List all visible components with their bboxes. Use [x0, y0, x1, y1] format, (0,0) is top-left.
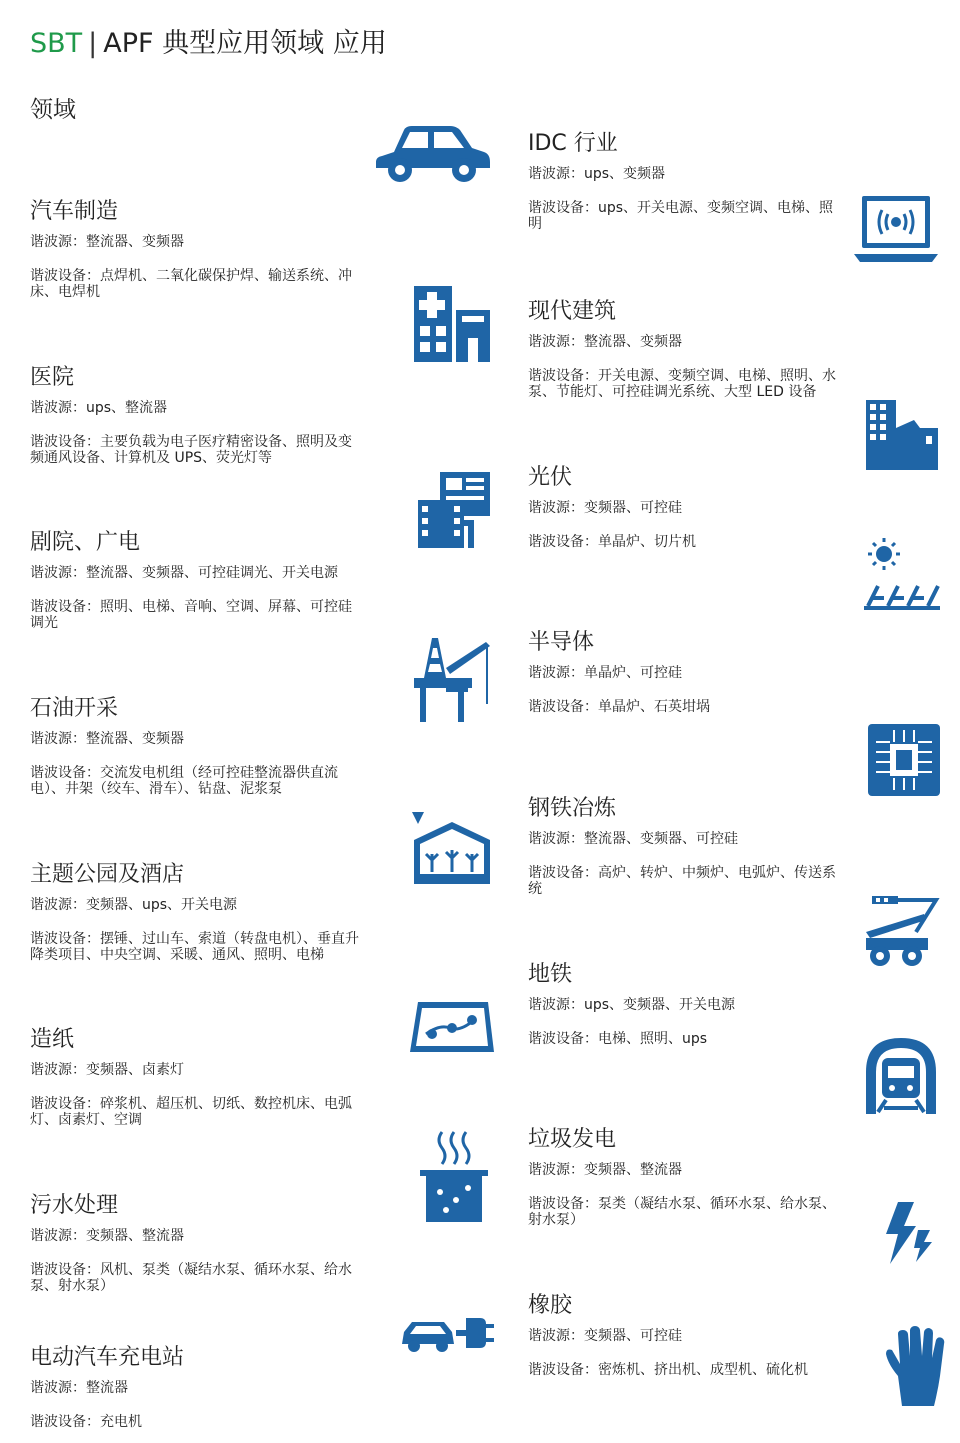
entry-equipment: 谐波设备：单晶炉、切片机 [528, 534, 696, 550]
entry-equipment: 谐波设备：交流发电机组（经可控硅整流器供直流电）、井架（绞车、滑车）、钻盘、泥浆泵 [30, 765, 338, 797]
entry-ev-charging-station [30, 1340, 360, 1430]
entry-equipment: 谐波设备：主要负载为电子医疗精密设备、照明及变频通风设备、计算机及 UPS、荧光灯等 [30, 434, 352, 466]
entry-source: 谐波源：单晶炉、可控硅 [528, 665, 682, 681]
entry-source: 谐波源：变频器、ups、开关电源 [30, 897, 238, 913]
entry-title: 光伏 [528, 465, 573, 490]
entry-waste-power [528, 1122, 838, 1228]
city-building-icon [864, 398, 940, 472]
entry-title: 污水处理 [30, 1193, 119, 1218]
entry-metro [528, 957, 838, 1047]
entry-title: 电动汽车充电站 [30, 1345, 185, 1370]
page-header [30, 30, 387, 57]
greenhouse-icon [410, 810, 494, 888]
entry-auto-manufacturing [30, 194, 360, 300]
entry-equipment: 谐波设备：泵类（凝结水泵、循环水泵、给水泵、射水泵） [528, 1196, 836, 1228]
entry-equipment: 谐波设备：密炼机、挤出机、成型机、硫化机 [528, 1362, 808, 1378]
entry-sewage-treatment [30, 1188, 360, 1294]
entry-title: 垃圾发电 [528, 1127, 617, 1152]
entry-source: 谐波源：变频器、可控硅 [528, 1328, 682, 1344]
entry-source: 谐波源：ups、整流器 [30, 400, 168, 416]
entry-semiconductor [528, 625, 838, 715]
brand-logo-text: SBT [30, 28, 83, 59]
entry-source: 谐波源：整流器、变频器 [30, 731, 184, 747]
lightning-icon [878, 1200, 936, 1266]
entry-title: 剧院、广电 [30, 530, 141, 555]
entry-title: 地铁 [528, 962, 573, 987]
entry-equipment: 谐波设备：ups、开关电源、变频空调、电梯、照明 [528, 200, 834, 232]
entry-source: 谐波源：变频器、卤素灯 [30, 1062, 184, 1078]
hospital-icon [410, 282, 494, 366]
entry-idc-industry [528, 126, 838, 232]
entry-source: 谐波源：变频器、整流器 [30, 1228, 184, 1244]
boiling-tank-icon [416, 1128, 492, 1224]
entry-equipment: 谐波设备：照明、电梯、音响、空调、屏幕、可控硅调光 [30, 599, 352, 631]
entry-rubber [528, 1288, 838, 1378]
entry-title: 钢铁冶炼 [528, 796, 617, 821]
entry-theme-park-hotel [30, 857, 360, 963]
entry-equipment: 谐波设备：摆锤、过山车、索道（转盘电机）、垂直升降类项目、中央空调、采暖、通风、照明、电梯 [30, 931, 359, 963]
paper-icon [408, 998, 496, 1058]
entry-title: 橡胶 [528, 1293, 573, 1318]
chip-icon [866, 722, 942, 798]
entry-source: 谐波源：整流器 [30, 1380, 128, 1396]
entry-source: 谐波源：ups、变频器、开关电源 [528, 997, 736, 1013]
entry-theater-broadcast [30, 525, 360, 631]
entry-source: 谐波源：整流器、变频器 [528, 334, 682, 350]
entry-equipment: 谐波设备：高炉、转炉、中频炉、电弧炉、传送系统 [528, 865, 836, 897]
laptop-wifi-icon [854, 192, 938, 276]
glove-icon [882, 1324, 948, 1408]
entry-photovoltaic [528, 460, 838, 550]
entry-equipment: 谐波设备：碎浆机、超压机、切纸、数控机床、电弧灯、卤素灯、空调 [30, 1096, 352, 1128]
entry-equipment: 谐波设备：风机、泵类（凝结水泵、循环水泵、给水泵、射水泵） [30, 1262, 352, 1294]
entry-equipment: 谐波设备：电梯、照明、ups [528, 1031, 708, 1047]
entry-papermaking [30, 1022, 360, 1128]
solar-icon [862, 536, 942, 616]
entry-source: 谐波源：变频器、可控硅 [528, 500, 682, 516]
entry-equipment: 谐波设备：开关电源、变频空调、电梯、照明、水泵、节能灯、可控硅调光系统、大型 LED 设备 [528, 368, 836, 400]
entry-title: 石油开采 [30, 696, 119, 721]
page-title: APF 典型应用领域 应用 [103, 28, 387, 59]
entry-title: 半导体 [528, 630, 595, 655]
page-subtitle: 领域 [30, 97, 76, 123]
crane-truck-icon [862, 892, 942, 972]
oil-rig-icon [410, 634, 494, 724]
entry-title: 主题公园及酒店 [30, 862, 185, 887]
entry-hospital [30, 360, 360, 466]
entry-oil-extraction [30, 691, 360, 797]
entry-title: 医院 [30, 365, 75, 390]
entry-title: 汽车制造 [30, 199, 119, 224]
entry-source: 谐波源：ups、变频器 [528, 166, 666, 182]
entry-title: 现代建筑 [528, 299, 617, 324]
car-icon [372, 112, 492, 192]
theater-icon [414, 470, 494, 552]
entry-source: 谐波源：整流器、变频器 [30, 234, 184, 250]
entry-equipment: 谐波设备：单晶炉、石英坩埚 [528, 699, 710, 715]
entry-source: 谐波源：变频器、整流器 [528, 1162, 682, 1178]
entry-modern-building [528, 294, 838, 400]
ev-plug-icon [398, 1308, 494, 1358]
entry-source: 谐波源：整流器、变频器、可控硅调光、开关电源 [30, 565, 338, 581]
metro-train-icon [862, 1034, 940, 1116]
header-separator: | [88, 28, 98, 59]
entry-equipment: 谐波设备：点焊机、二氧化碳保护焊、输送系统、冲床、电焊机 [30, 268, 352, 300]
entry-title: IDC 行业 [528, 131, 618, 156]
entry-equipment: 谐波设备：充电机 [30, 1414, 142, 1430]
entry-title: 造纸 [30, 1027, 75, 1052]
entry-steel-smelting [528, 791, 838, 897]
entry-source: 谐波源：整流器、变频器、可控硅 [528, 831, 738, 847]
